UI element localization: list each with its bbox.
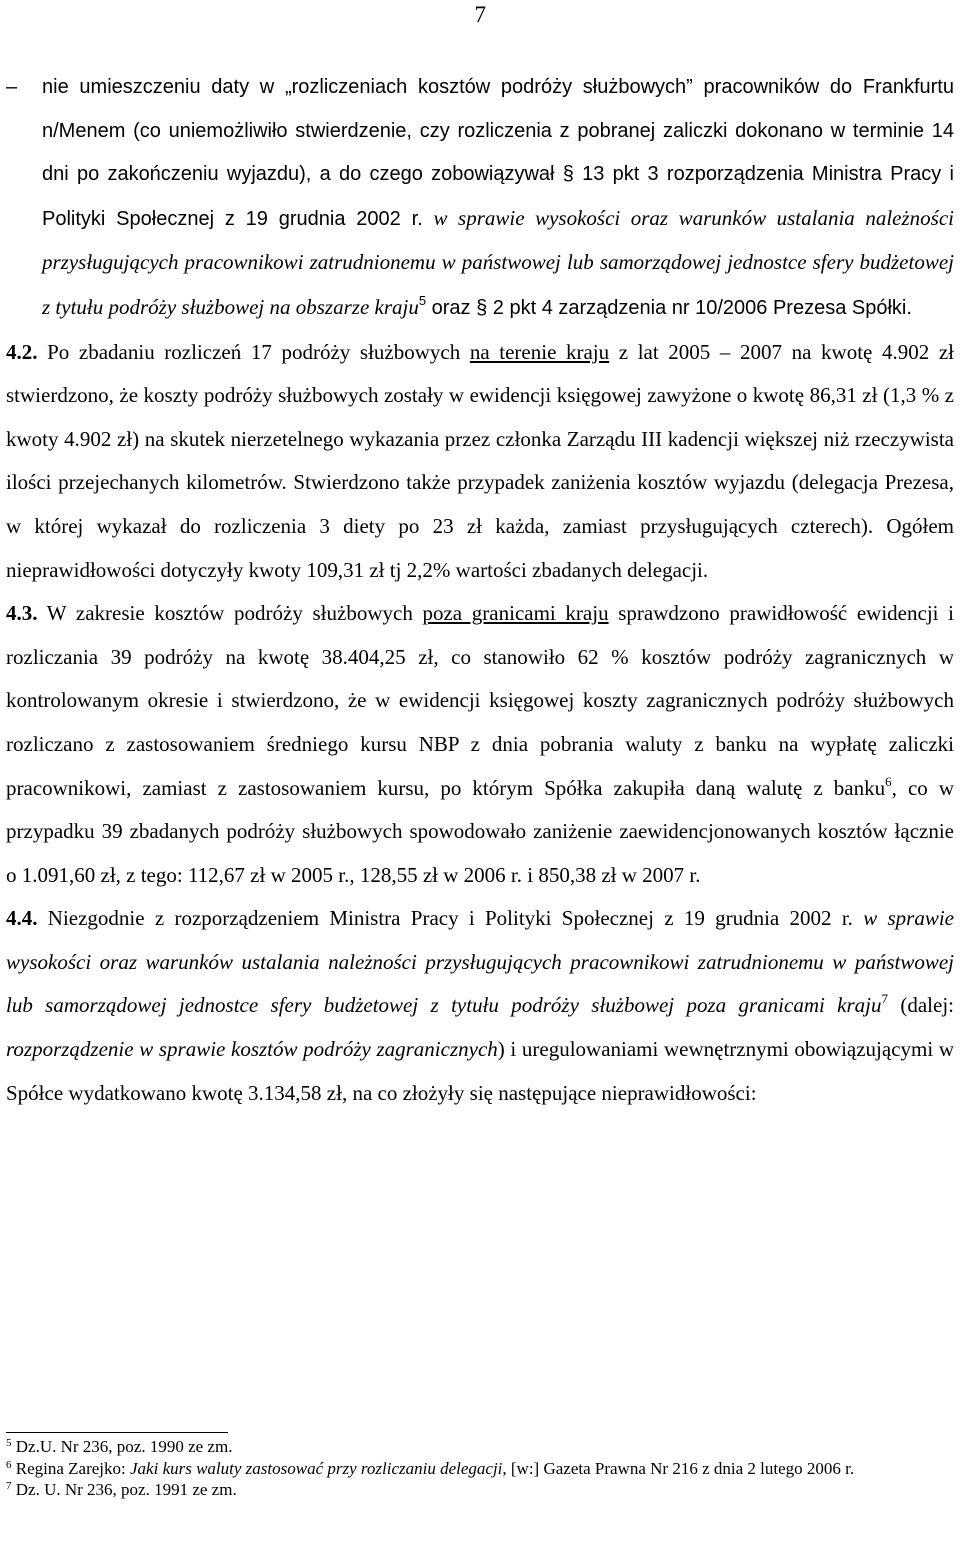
section-4-3-text-end: , co w przypadku 39 zbadanych podróży służbowych spowodowało zaniżenie zaewidencjonowanych kosztów łącznie o 1.091,60 zł, z tego: 112,67 zł w 2005 r., 128,55 zł w 2006 r. i 850,38 zł w 2007 r. <box>6 775 954 887</box>
regulation-title-italic-2: w sprawie wysokości oraz warunków ustalania należności przysługujących pracownikowi zatrudnionemu w państwowej lub samorządowej jednostce sfery budżetowej z tytułu podróży służbowej poza granicami kraju <box>6 906 955 1018</box>
section-4-4 <box>6 897 954 1115</box>
section-4-3 <box>6 592 954 897</box>
section-4-3-text: W zakresie kosztów podróży służbowych <box>37 601 423 626</box>
dash-bullet: – <box>6 76 18 98</box>
footnote-6-text-end: , [w:] Gazeta Prawna Nr 216 z dnia 2 lutego 2006 r. <box>502 1458 855 1478</box>
footnote-7 <box>6 1479 954 1501</box>
footnotes <box>6 1436 954 1501</box>
dash-list-item <box>6 66 954 331</box>
footnote-7-text: Dz. U. Nr 236, poz. 1991 ze zm. <box>11 1480 237 1499</box>
footnote-6 <box>6 1458 954 1480</box>
footnote-6-text: Regina Zarejko: <box>11 1458 130 1478</box>
dash-item-text: nie umieszczeniu daty w „rozliczeniach kosztów podróży służbowych” pracowników do Frankfurtu n/Menem (co uniemożliwiło stwierdzenie, czy rozliczenia z pobranej zaliczki dokonano w terminie 14 dni po zakończeniu wyjazdu), a do czego zobowiązywał § 13 pkt 3 rozporządzenia Ministra Pracy i Polityki Społecznej z 19 grudnia 2002 r. <box>42 76 954 230</box>
section-number-4-2: 4.2. <box>6 339 38 364</box>
section-number-4-4: 4.4. <box>6 906 38 931</box>
footnote-5 <box>6 1436 954 1458</box>
section-4-2-text: Po zbadaniu rozliczeń 17 podróży służbowych <box>37 339 470 364</box>
footnote-7-number: 7 <box>6 1480 12 1492</box>
section-4-4-text-end: ) i uregulowaniami wewnętrznymi obowiązującymi w Spółce wydatkowano kwotę 3.134,58 zł, na co złożyły się następujące nieprawidłowości: <box>6 1037 954 1105</box>
footnote-separator <box>6 1432 228 1433</box>
footnote-ref-6: 6 <box>885 773 892 789</box>
footnote-5-text: Dz.U. Nr 236, poz. 1990 ze zm. <box>11 1437 233 1456</box>
section-4-4-text-mid: (dalej: <box>888 993 955 1018</box>
section-4-2-text-end: z lat 2005 – 2007 na kwotę 4.902 zł stwierdzono, że koszty podróży służbowych zostały w ewidencji księgowej zawyżone o kwotę 86,31 zł (1,3 % z kwoty 4.902 zł) na skutek nierzetelnego wykazania przez członka Zarządu III kadencji większej niż rzeczywista ilości przejechanych kilometrów. Stwierdzono także przypadek zaniżenia kosztów wyjazdu (delegacja Prezesa, w której wykazał do rozliczenia 3 diety po 23 zł każda, zamiast przysługujących czterech). Ogółem nieprawidłowości dotyczyły kwoty 109,31 zł tj 2,2% wartości zbadanych delegacji. <box>6 339 955 582</box>
document-body <box>6 66 954 1115</box>
section-4-3-text-mid: sprawdzono prawidłowość ewidencji i rozliczania 39 podróży na kwotę 38.404,25 zł, co stanowiło 62 % kosztów podróży zagranicznych w kontrolowanym okresie i stwierdzono, że w ewidencji księgowej koszty zagranicznych podróży służbowych rozliczano z zastosowaniem średniego kursu NBP z dnia pobrania waluty z banku na wypłatę zaliczki pracownikowi, zamiast z zastosowaniem kursu, po którym Spółka zakupiła daną walutę z banku <box>6 601 955 800</box>
section-number-4-3: 4.3. <box>6 601 38 626</box>
footnote-5-number: 5 <box>6 1437 12 1449</box>
footnote-6-article-title: Jaki kurs waluty zastosować przy rozliczaniu delegacji <box>130 1458 503 1478</box>
page-number-text: 7 <box>474 2 486 27</box>
regulation-short-name-italic: rozporządzenie w sprawie kosztów podróży zagranicznych <box>6 1037 498 1062</box>
section-4-4-text: Niezgodnie z rozporządzeniem Ministra Pracy i Polityki Społecznej z 19 grudnia 2002 r. <box>37 906 864 931</box>
underlined-domestic: na terenie kraju <box>469 339 610 364</box>
footnote-6-number: 6 <box>6 1458 12 1471</box>
footnote-ref-7: 7 <box>881 991 889 1007</box>
dash-item-text-end: oraz § 2 pkt 4 zarządzenia nr 10/2006 Prezesa Spółki. <box>426 296 912 319</box>
section-4-2 <box>6 331 954 593</box>
footnote-ref-5: 5 <box>418 292 427 308</box>
regulation-title-italic: w sprawie wysokości oraz warunków ustalania należności przysługujących pracownikowi zatrudnionemu w państwowej lub samorządowej jednostce sfery budżetowej z tytułu podróży służbowej na obszarze kraju <box>42 205 954 319</box>
underlined-foreign: poza granicami kraju <box>422 601 609 626</box>
